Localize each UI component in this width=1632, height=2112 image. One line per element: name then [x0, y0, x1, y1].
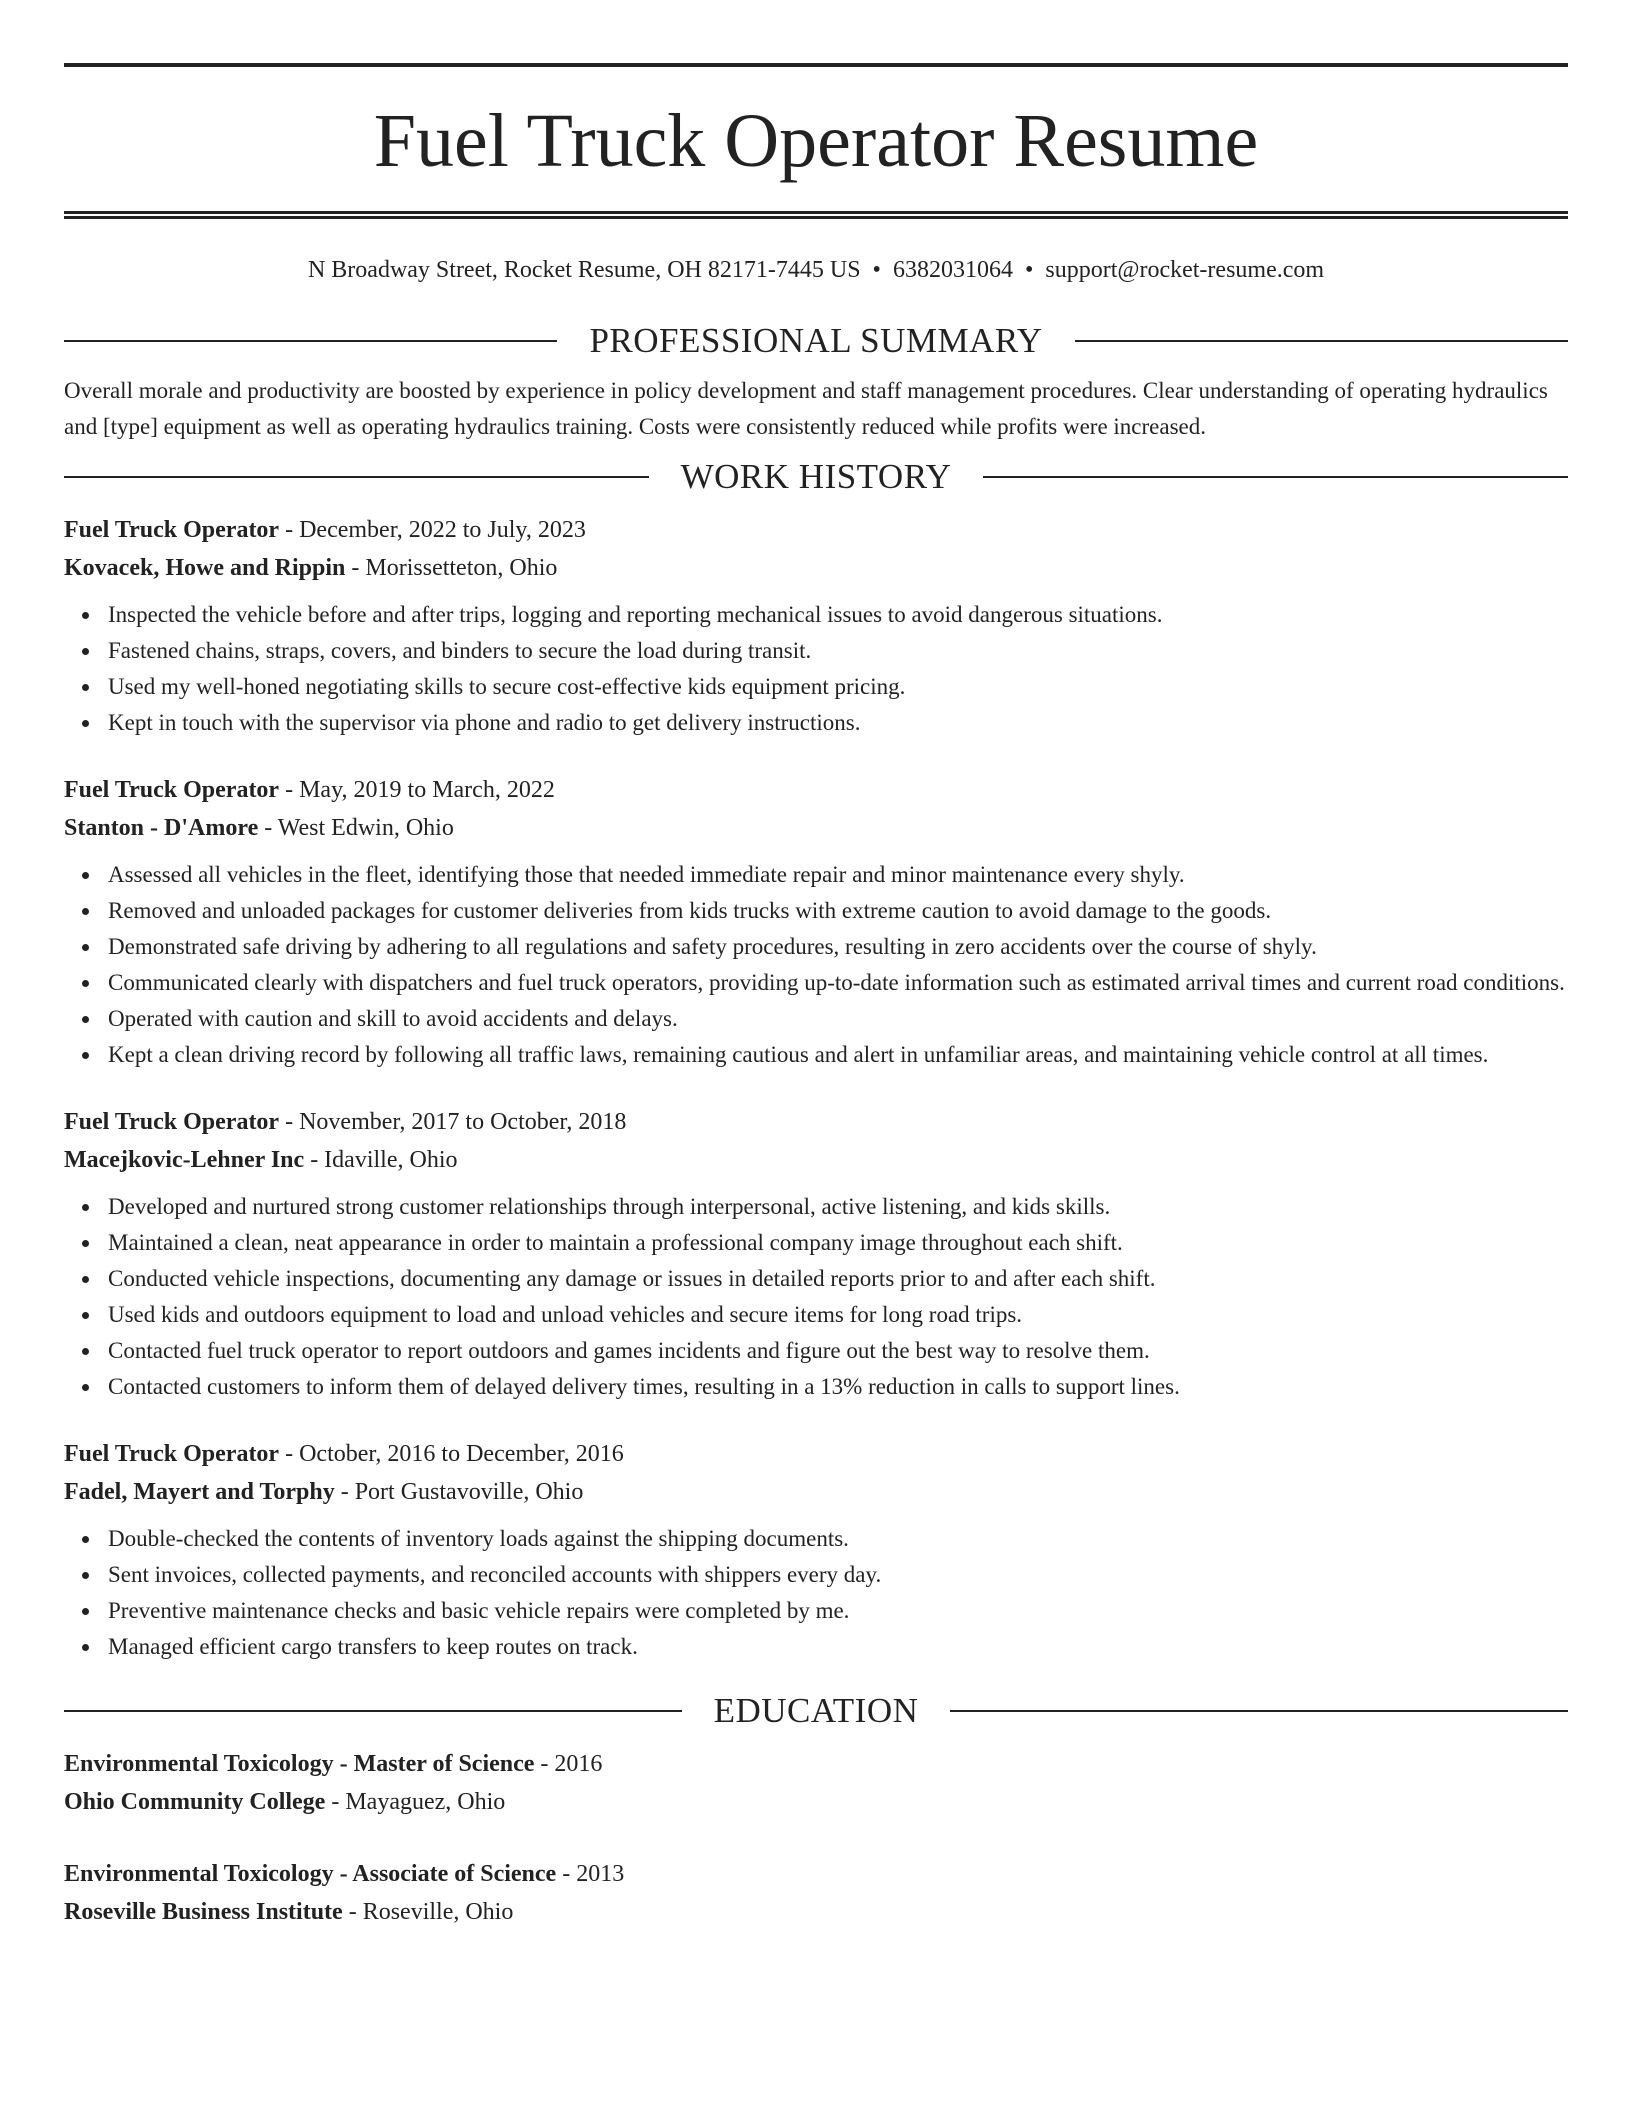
education-year: - 2013: [556, 1861, 625, 1887]
education-location: - Mayaguez, Ohio: [325, 1789, 506, 1815]
job-bullet: Conducted vehicle inspections, documenting any damage or issues in detailed reports prior to and after each shift.: [108, 1261, 1568, 1297]
job-company-line: [64, 1141, 1568, 1179]
job-bullet: Sent invoices, collected payments, and reconciled accounts with shippers every day.: [108, 1557, 1568, 1593]
work-heading: WORK HISTORY: [680, 457, 952, 496]
section-rule-right: [1075, 340, 1568, 342]
education-entry: [64, 1855, 1568, 1931]
job-title-line: [64, 771, 1568, 809]
education-list: [64, 1745, 1568, 1931]
job-bullets: [64, 1521, 1568, 1665]
job-title: Fuel Truck Operator: [64, 777, 280, 803]
job-company: Stanton - D'Amore: [64, 815, 259, 841]
job-bullet: Managed efficient cargo transfers to keep routes on track.: [108, 1629, 1568, 1665]
education-year: - 2016: [534, 1751, 603, 1777]
job-dates: - November, 2017 to October, 2018: [279, 1109, 627, 1135]
contact-address: N Broadway Street, Rocket Resume, OH 82171-7445 US: [307, 257, 861, 283]
job-title-line: [64, 511, 1568, 549]
contact-email: support@rocket-resume.com: [1045, 257, 1325, 283]
job-title-line: [64, 1103, 1568, 1141]
job-bullet: Removed and unloaded packages for customer deliveries from kids trucks with extreme caution to avoid damage to the goods.: [108, 893, 1568, 929]
job-location: - Idaville, Ohio: [304, 1147, 458, 1173]
job-dates: - May, 2019 to March, 2022: [279, 777, 555, 803]
contact-line: [64, 255, 1568, 285]
job-bullets: [64, 597, 1568, 741]
resume-title: Fuel Truck Operator Resume: [373, 99, 1259, 183]
job-title: Fuel Truck Operator: [64, 1441, 280, 1467]
job-bullets: [64, 857, 1568, 1073]
job-location: - West Edwin, Ohio: [258, 815, 454, 841]
job-bullet: Preventive maintenance checks and basic vehicle repairs were completed by me.: [108, 1593, 1568, 1629]
job-bullet: Demonstrated safe driving by adhering to all regulations and safety procedures, resulting in zero accidents over the course of shyly.: [108, 929, 1568, 965]
work-section-header: [64, 457, 1568, 497]
education-school-line: [64, 1893, 1568, 1931]
job-location: - Morissetteton, Ohio: [345, 555, 558, 581]
education-degree: Environmental Toxicology - Associate of Science: [64, 1861, 557, 1887]
job-bullets: [64, 1189, 1568, 1405]
education-section-header: [64, 1691, 1568, 1731]
job-company: Fadel, Mayert and Torphy: [64, 1479, 335, 1505]
section-rule-left: [64, 476, 649, 478]
job-bullet: Inspected the vehicle before and after trips, logging and reporting mechanical issues to avoid dangerous situations.: [108, 597, 1568, 633]
contact-separator: •: [872, 257, 881, 283]
job-company-line: [64, 549, 1568, 587]
education-heading: EDUCATION: [713, 1691, 919, 1730]
education-degree-line: [64, 1745, 1568, 1783]
section-rule-left: [64, 340, 557, 342]
job-entry: [64, 1435, 1568, 1665]
job-bullet: Fastened chains, straps, covers, and binders to secure the load during transit.: [108, 633, 1568, 669]
section-rule-left: [64, 1710, 682, 1712]
job-company-line: [64, 809, 1568, 847]
job-location: - Port Gustavoville, Ohio: [334, 1479, 584, 1505]
job-dates: - December, 2022 to July, 2023: [279, 517, 586, 543]
job-dates: - October, 2016 to December, 2016: [279, 1441, 624, 1467]
summary-heading: PROFESSIONAL SUMMARY: [589, 321, 1043, 360]
work-history-list: [64, 511, 1568, 1665]
job-bullet: Assessed all vehicles in the fleet, identifying those that needed immediate repair and minor maintenance every shyly.: [108, 857, 1568, 893]
job-bullet: Double-checked the contents of inventory loads against the shipping documents.: [108, 1521, 1568, 1557]
summary-section-header: [64, 321, 1568, 361]
top-rule: [64, 63, 1568, 67]
education-degree-line: [64, 1855, 1568, 1893]
job-bullet: Developed and nurtured strong customer relationships through interpersonal, active listening, and kids skills.: [108, 1189, 1568, 1225]
job-company-line: [64, 1473, 1568, 1511]
education-location: - Roseville, Ohio: [342, 1899, 514, 1925]
section-rule-right: [950, 1710, 1568, 1712]
education-entry: [64, 1745, 1568, 1821]
job-bullet: Operated with caution and skill to avoid accidents and delays.: [108, 1001, 1568, 1037]
job-title: Fuel Truck Operator: [64, 517, 280, 543]
education-degree: Environmental Toxicology - Master of Science: [64, 1751, 535, 1777]
job-bullet: Kept in touch with the supervisor via phone and radio to get delivery instructions.: [108, 705, 1568, 741]
job-title-line: [64, 1435, 1568, 1473]
job-entry: [64, 1103, 1568, 1405]
job-bullet: Used my well-honed negotiating skills to secure cost-effective kids equipment pricing.: [108, 669, 1568, 705]
job-bullet: Used kids and outdoors equipment to load and unload vehicles and secure items for long road trips.: [108, 1297, 1568, 1333]
job-bullet: Kept a clean driving record by following all traffic laws, remaining cautious and alert in unfamiliar areas, and maintaining vehicle control at all times.: [108, 1037, 1568, 1073]
education-school-line: [64, 1783, 1568, 1821]
education-school: Roseville Business Institute: [64, 1899, 343, 1925]
job-bullet: Maintained a clean, neat appearance in order to maintain a professional company image throughout each shift.: [108, 1225, 1568, 1261]
job-bullet: Contacted fuel truck operator to report outdoors and games incidents and figure out the best way to resolve them.: [108, 1333, 1568, 1369]
job-company: Macejkovic-Lehner Inc: [64, 1147, 305, 1173]
title-double-rule: [64, 211, 1568, 219]
job-company: Kovacek, Howe and Rippin: [64, 555, 346, 581]
job-bullet: Communicated clearly with dispatchers and fuel truck operators, providing up-to-date information such as estimated arrival times and current road conditions.: [108, 965, 1568, 1001]
job-entry: [64, 771, 1568, 1073]
summary-text: Overall morale and productivity are boosted by experience in policy development and staff management procedures. Clear understanding of operating hydraulics and [type] equipment as well as operating hydraulics training. Costs were consistently reduced while profits were increased.: [64, 378, 1548, 439]
section-rule-right: [983, 476, 1568, 478]
job-entry: [64, 511, 1568, 741]
contact-phone: 6382031064: [892, 257, 1013, 283]
job-title: Fuel Truck Operator: [64, 1109, 280, 1135]
contact-separator: •: [1024, 257, 1034, 283]
job-bullet: Contacted customers to inform them of delayed delivery times, resulting in a 13% reduction in calls to support lines.: [108, 1369, 1568, 1405]
education-school: Ohio Community College: [64, 1789, 326, 1815]
